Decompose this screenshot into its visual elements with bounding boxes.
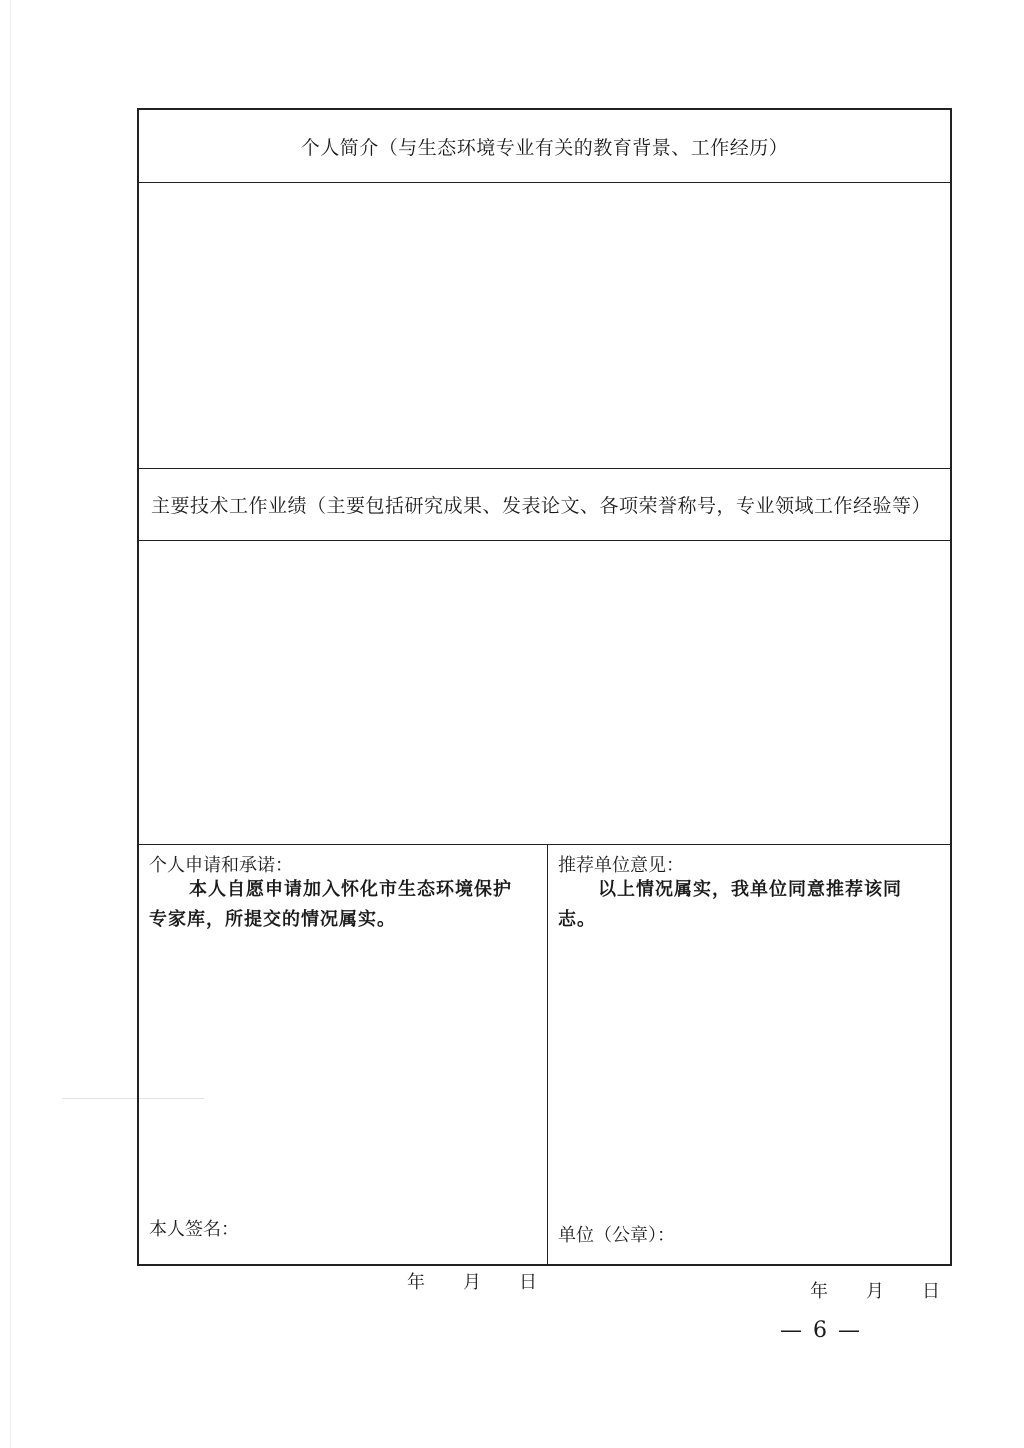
intro-heading-text: 个人简介（与生态环境专业有关的教育背景、工作经历） (300, 136, 789, 159)
applicant-date (407, 1268, 537, 1294)
achievements-heading-row (139, 469, 950, 541)
year-label: 年 (810, 1281, 828, 1302)
recommender-cell (548, 845, 950, 1302)
intro-content-cell[interactable] (139, 183, 950, 469)
applicant-statement: 本人自愿申请加入怀化市生态环境保护专家库，所提交的情况属实。 (149, 879, 512, 930)
recommender-statement: 以上情况属实，我单位同意推荐该同志。 (558, 879, 902, 930)
recommender-date (810, 1277, 940, 1303)
achievements-content-cell[interactable] (139, 541, 950, 845)
signature-section (139, 845, 950, 1302)
applicant-cell (139, 845, 548, 1293)
recommender-title: 推荐单位意见： (558, 855, 684, 876)
month-label: 月 (463, 1272, 481, 1293)
scan-edge-line (10, 0, 11, 1448)
day-label: 日 (519, 1272, 537, 1293)
applicant-title: 个人申请和承诺： (149, 855, 293, 876)
day-label: 日 (922, 1281, 940, 1302)
year-label: 年 (407, 1272, 425, 1293)
application-form-table (137, 108, 952, 1302)
page-number: — 6 — (780, 1318, 862, 1343)
intro-heading-row (139, 110, 950, 183)
applicant-signature-label: 本人签名： (149, 1219, 239, 1240)
month-label: 月 (866, 1281, 884, 1302)
recommender-seal-label: 单位（公章）： (558, 1225, 675, 1246)
achievements-heading-text: 主要技术工作业绩（主要包括研究成果、发表论文、各项荣誉称号，专业领域工作经验等） (151, 495, 932, 517)
